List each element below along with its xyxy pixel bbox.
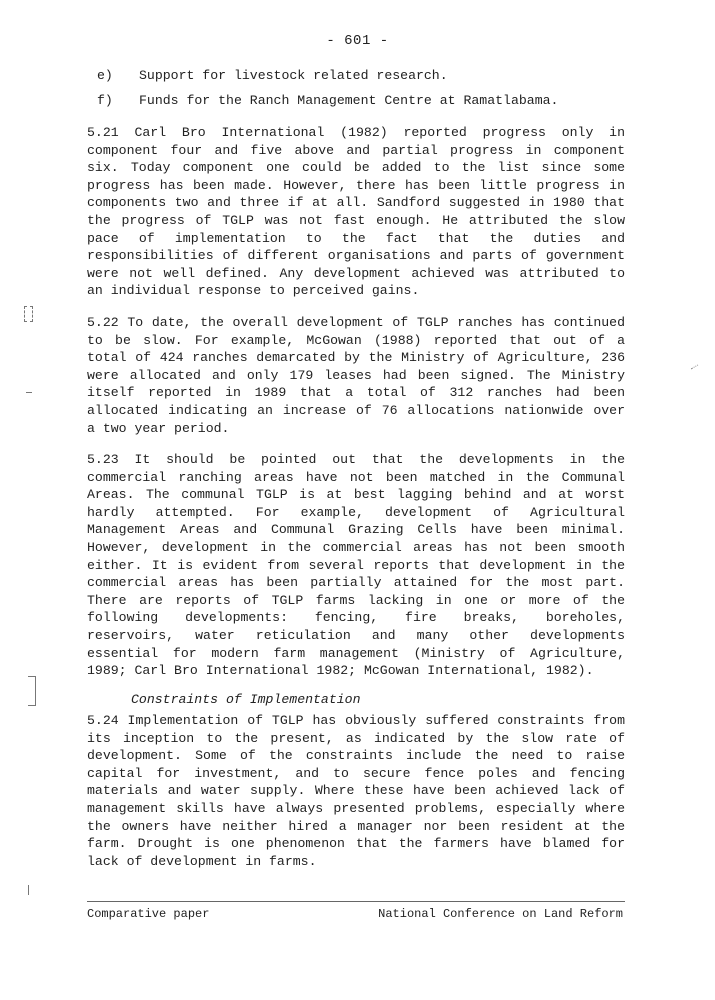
list-item-text: Funds for the Ranch Management Centre at Ramatlabama. [139, 93, 559, 108]
paragraph-5-21: 5.21 Carl Bro International (1982) reported progress only in component four and five above and partial progress in component six. Today component one could be added to the list since some progress has been made. However, there has been little progress in components two and three if at all. Sandford suggested in 1980 that the progress of TGLP was not fast enough. He attributed the slow pace of implementation to the fact that the duties and responsibilities of different organisations and parts of government were not well defined. Any development achieved was attributed to an individual response to perceived gains. [87, 125, 625, 299]
list-item [97, 93, 558, 108]
footer-divider [87, 901, 625, 902]
list-item-letter: f) [97, 93, 113, 108]
scan-speck [691, 364, 701, 374]
footer-left-text: Comparative paper [87, 907, 210, 921]
margin-mark [28, 676, 36, 706]
margin-mark [26, 392, 32, 393]
list-item [97, 68, 448, 83]
margin-mark [24, 306, 33, 322]
paragraph-5-23: 5.23 It should be pointed out that the developments in the commercial ranching areas have not been matched in the Communal Areas. The communal TGLP is at best lagging behind and at worst hardly attempted. For example, development of Agricultural Management Areas and Communal Grazing Cells have been minimal. However, development in the commercial areas has not been smooth either. It is evident from several reports that development in the commercial areas has been partially attained for the most part. There are reports of TGLP farms lacking in one or more of the following developments: fencing, fire breaks, boreholes, reservoirs, water reticulation and many other developments essential for modern farm management (Ministry of Agriculture, 1989; Carl Bro International 1982; McGowan International, 1982). [87, 452, 625, 679]
footer-right-text: National Conference on Land Reform [378, 907, 623, 921]
margin-mark [28, 885, 29, 895]
page-number: - 601 - [326, 33, 389, 49]
list-item-text: Support for livestock related research. [139, 68, 448, 83]
paragraph-5-22: 5.22 To date, the overall development of TGLP ranches has continued to be slow. For example, McGowan (1988) reported that out of a total of 424 ranches demarcated by the Ministry of Agriculture, 236 were allocated and only 179 leases had been signed. The Ministry itself reported in 1989 that a total of 312 ranches had been allocated indicating an increase of 76 allocations nationwide over a two year period. [87, 315, 625, 436]
paragraph-5-24: 5.24 Implementation of TGLP has obviously suffered constraints from its inception to the present, as indicated by the slow rate of development. Some of the constraints include the need to raise capital for investment, and to secure fence poles and fencing materials and water supply. Where these have been achieved lack of management skills have always presented problems, especially where the owners have neither hired a manager nor been resident at the farm. Drought is one phenomenon that the farmers have blamed for lack of development in farms. [87, 713, 625, 869]
section-heading: Constraints of Implementation [131, 692, 361, 707]
list-item-letter: e) [97, 68, 113, 83]
